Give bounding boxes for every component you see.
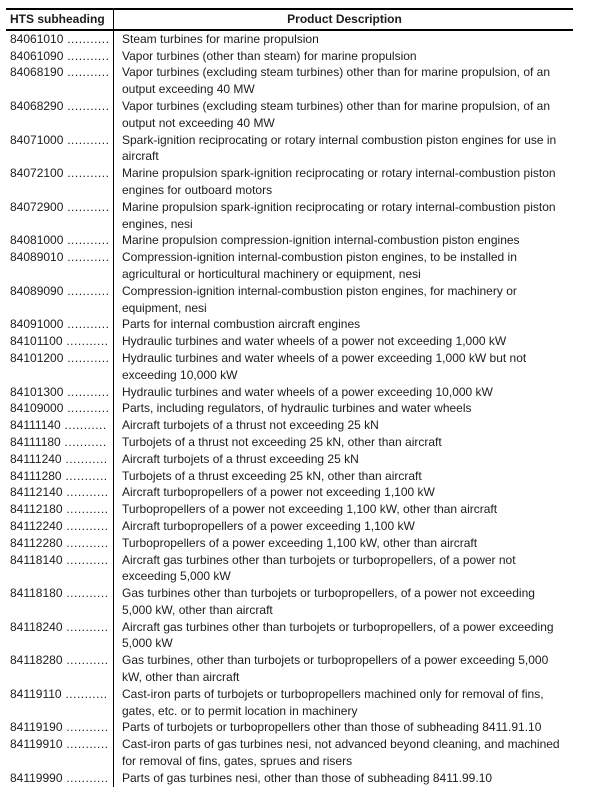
leader-dots: ........... <box>62 619 109 634</box>
product-description-cell <box>114 283 573 317</box>
table-row <box>6 535 573 552</box>
product-description: Aircraft turbojets of a thrust exceeding 25 kN <box>122 451 359 466</box>
leader-dots: ........... <box>63 283 110 298</box>
hts-code: 84111240 <box>10 451 62 466</box>
table-row <box>6 518 573 535</box>
product-description-cell <box>114 31 573 48</box>
hts-code: 84101200 <box>10 350 64 365</box>
product-description: Marine propulsion compression-ignition internal-combustion piston engines <box>122 233 520 248</box>
hts-code-cell <box>6 384 114 401</box>
product-description-cell <box>114 619 573 653</box>
leader-dots: ........... <box>61 451 108 466</box>
hts-code: 84068190 <box>10 65 64 80</box>
hts-code: 84118280 <box>10 653 63 668</box>
hts-code-cell <box>6 719 114 736</box>
leader-dots: ........... <box>62 535 109 550</box>
table-row <box>6 585 573 619</box>
hts-code: 84118140 <box>10 552 63 567</box>
hts-code: 84109000 <box>10 401 64 416</box>
hts-code-cell <box>6 316 114 333</box>
hts-code: 84081000 <box>10 233 64 248</box>
hts-code-cell <box>6 333 114 350</box>
product-description: Compression-ignition internal-combustion piston engines, for machinery or equipment, nesi <box>122 283 517 315</box>
table-row <box>6 686 573 720</box>
hts-code-cell <box>6 199 114 233</box>
product-description-cell <box>114 48 573 65</box>
product-description-cell <box>114 535 573 552</box>
product-description-cell <box>114 652 573 686</box>
hts-code-cell <box>6 484 114 501</box>
leader-dots: ........... <box>63 350 110 365</box>
table-row <box>6 64 573 98</box>
hts-code-cell <box>6 770 114 787</box>
leader-dots: ........... <box>63 233 110 248</box>
hts-code-cell <box>6 249 114 283</box>
product-description: Aircraft turbopropellers of a power not exceeding 1,100 kW <box>122 485 435 500</box>
hts-code-cell <box>6 451 114 468</box>
hts-code-cell <box>6 283 114 317</box>
leader-dots: ........... <box>63 250 110 265</box>
product-description: Parts for internal combustion aircraft engines <box>122 317 361 332</box>
product-description-cell <box>114 736 573 770</box>
hts-code: 84119110 <box>10 686 62 701</box>
table-row <box>6 736 573 770</box>
product-description-cell <box>114 132 573 166</box>
table-row <box>6 501 573 518</box>
product-description: Vapor turbines (excluding steam turbines) other than for marine propulsion, of an output not exceeding 40 MW <box>122 98 551 130</box>
product-description: Turbopropellers of a power exceeding 1,100 kW, other than aircraft <box>122 535 478 550</box>
table-row <box>6 316 573 333</box>
product-description: Marine propulsion spark-ignition reciprocating or rotary internal-combustion piston engines for outboard motors <box>122 166 556 197</box>
product-description: Parts of turbojets or turbopropellers other than those of subheading 8411.91.10 <box>122 720 542 735</box>
product-description-cell <box>114 165 573 199</box>
column-header-hts-subheading: HTS subheading <box>6 10 114 29</box>
leader-dots: ........... <box>62 737 109 752</box>
table-row <box>6 484 573 501</box>
product-description: Turbojets of a thrust exceeding 25 kN, other than aircraft <box>122 468 422 483</box>
product-description-cell <box>114 400 573 417</box>
hts-code-cell <box>6 585 114 619</box>
leader-dots: ........... <box>62 485 109 500</box>
product-description: Aircraft turbojets of a thrust not exceeding 25 kN <box>122 418 379 433</box>
table-row <box>6 232 573 249</box>
hts-table <box>6 8 573 787</box>
hts-code: 84089090 <box>10 283 64 298</box>
product-description: Hydraulic turbines and water wheels of a power exceeding 10,000 kW <box>122 384 493 399</box>
table-row <box>6 400 573 417</box>
table-row <box>6 199 573 233</box>
hts-code: 84101100 <box>10 334 63 349</box>
hts-code: 84111140 <box>10 418 61 433</box>
leader-dots: ........... <box>62 586 109 601</box>
column-header-product-description: Product Description <box>287 12 402 26</box>
hts-code: 84091000 <box>10 317 64 332</box>
product-description: Aircraft gas turbines other than turbojets or turbopropellers, of a power exceeding 5,000 kW <box>122 619 554 651</box>
table-row <box>6 350 573 384</box>
table-row <box>6 552 573 586</box>
hts-code: 84072900 <box>10 199 64 214</box>
hts-code-cell <box>6 400 114 417</box>
hts-code: 84101300 <box>10 384 64 399</box>
product-description: Aircraft turbopropellers of a power exceeding 1,100 kW <box>122 518 415 533</box>
hts-code: 84089010 <box>10 250 64 265</box>
leader-dots: ........... <box>63 98 110 113</box>
hts-code: 84072100 <box>10 166 64 181</box>
hts-code: 84118180 <box>10 586 63 601</box>
hts-code-cell <box>6 501 114 518</box>
hts-code-cell <box>6 736 114 770</box>
leader-dots: ........... <box>62 502 109 517</box>
hts-code: 84071000 <box>10 132 64 147</box>
product-description: Parts of gas turbines nesi, other than those of subheading 8411.99.10 <box>122 770 493 785</box>
product-description: Gas turbines, other than turbojets or turbopropellers of a power exceeding 5,000 kW, other than aircraft <box>122 653 549 685</box>
product-description-cell <box>114 232 573 249</box>
leader-dots: ........... <box>62 720 109 735</box>
hts-code-cell <box>6 652 114 686</box>
table-row <box>6 132 573 166</box>
product-description-cell <box>114 434 573 451</box>
hts-code-cell <box>6 165 114 199</box>
hts-code-cell <box>6 619 114 653</box>
product-description: Compression-ignition internal-combustion piston engines, to be installed in agricultural or horticultural machinery or equipment, nesi <box>122 250 517 281</box>
table-row <box>6 417 573 434</box>
leader-dots: ........... <box>63 384 110 399</box>
table-row <box>6 249 573 283</box>
hts-code: 84112140 <box>10 485 63 500</box>
table-row <box>6 283 573 317</box>
hts-code: 84112180 <box>10 502 63 517</box>
hts-code: 84061010 <box>10 31 64 46</box>
hts-code-cell <box>6 686 114 720</box>
leader-dots: ........... <box>62 770 109 785</box>
product-description-cell <box>114 64 573 98</box>
document-page <box>0 8 600 796</box>
leader-dots: ........... <box>62 518 109 533</box>
table-row <box>6 468 573 485</box>
table-header-row <box>6 10 573 31</box>
hts-code-cell <box>6 552 114 586</box>
leader-dots: ........... <box>63 199 110 214</box>
product-description-cell <box>114 199 573 233</box>
product-description: Marine propulsion spark-ignition reciprocating or rotary internal-combustion piston engines, nesi <box>122 199 556 231</box>
product-description: Aircraft gas turbines other than turbojets or turbopropellers, of a power not exceeding 5,000 kW <box>122 552 516 584</box>
product-description: Cast-iron parts of turbojets or turbopropellers machined only for removal of fins, gates, etc. or to permit location in machinery <box>122 686 544 718</box>
leader-dots: ........... <box>60 418 107 433</box>
table-row <box>6 719 573 736</box>
product-description-cell <box>114 552 573 586</box>
table-row <box>6 384 573 401</box>
hts-code-cell <box>6 132 114 166</box>
leader-dots: ........... <box>63 132 110 147</box>
leader-dots: ........... <box>63 65 110 80</box>
hts-code-cell <box>6 31 114 48</box>
leader-dots: ........... <box>60 434 107 449</box>
hts-code: 84111180 <box>10 434 61 449</box>
table-row <box>6 434 573 451</box>
leader-dots: ........... <box>62 552 109 567</box>
product-description: Turbopropellers of a power not exceeding 1,100 kW, other than aircraft <box>122 502 498 517</box>
table-body <box>6 31 573 787</box>
leader-dots: ........... <box>61 468 108 483</box>
hts-code-cell <box>6 350 114 384</box>
table-row <box>6 619 573 653</box>
table-row <box>6 652 573 686</box>
product-description-cell <box>114 316 573 333</box>
product-description-cell <box>114 451 573 468</box>
table-row <box>6 48 573 65</box>
table-row <box>6 98 573 132</box>
product-description-cell <box>114 249 573 283</box>
hts-code: 84112240 <box>10 518 63 533</box>
hts-code: 84068290 <box>10 98 64 113</box>
hts-code-cell <box>6 48 114 65</box>
product-description-cell <box>114 518 573 535</box>
leader-dots: ........... <box>62 334 109 349</box>
product-description-cell <box>114 501 573 518</box>
product-description-cell <box>114 468 573 485</box>
table-row <box>6 165 573 199</box>
product-description: Parts, including regulators, of hydraulic turbines and water wheels <box>122 401 472 416</box>
hts-code: 84061090 <box>10 48 64 63</box>
table-row <box>6 451 573 468</box>
leader-dots: ........... <box>63 317 110 332</box>
leader-dots: ........... <box>63 166 110 181</box>
hts-code: 84119910 <box>10 737 63 752</box>
product-description-cell <box>114 333 573 350</box>
product-description: Hydraulic turbines and water wheels of a power not exceeding 1,000 kW <box>122 334 507 349</box>
product-description-cell <box>114 770 573 787</box>
product-description-cell <box>114 719 573 736</box>
product-description-cell <box>114 350 573 384</box>
leader-dots: ........... <box>63 48 110 63</box>
hts-code-cell <box>6 535 114 552</box>
hts-code-cell <box>6 98 114 132</box>
hts-code-cell <box>6 468 114 485</box>
table-row <box>6 770 573 787</box>
product-description-cell <box>114 686 573 720</box>
hts-code: 84112280 <box>10 535 63 550</box>
hts-code: 84119190 <box>10 720 63 735</box>
hts-code-cell <box>6 434 114 451</box>
product-description: Gas turbines other than turbojets or turbopropellers, of a power not exceeding 5,000 kW, other than aircraft <box>122 586 535 617</box>
product-description: Vapor turbines (other than steam) for marine propulsion <box>122 48 417 63</box>
table-row <box>6 333 573 350</box>
product-description-cell <box>114 384 573 401</box>
table-row <box>6 31 573 48</box>
product-description: Vapor turbines (excluding steam turbines) other than for marine propulsion, of an output exceeding 40 MW <box>122 65 551 97</box>
hts-code: 84118240 <box>10 619 63 634</box>
product-description: Cast-iron parts of gas turbines nesi, not advanced beyond cleaning, and machined for removal of fins, gates, sprues and risers <box>122 737 560 769</box>
hts-code-cell <box>6 417 114 434</box>
leader-dots: ........... <box>62 653 109 668</box>
leader-dots: ........... <box>61 686 108 701</box>
hts-code: 84111280 <box>10 468 62 483</box>
hts-code-cell <box>6 232 114 249</box>
product-description: Steam turbines for marine propulsion <box>122 31 319 46</box>
leader-dots: ........... <box>63 31 110 46</box>
product-description-cell <box>114 417 573 434</box>
hts-code-cell <box>6 64 114 98</box>
product-description: Spark-ignition reciprocating or rotary internal combustion piston engines for use in aircraft <box>122 132 557 164</box>
product-description-cell <box>114 484 573 501</box>
hts-code-cell <box>6 518 114 535</box>
product-description: Hydraulic turbines and water wheels of a power exceeding 1,000 kW but not exceeding 10,000 kW <box>122 350 527 382</box>
product-description-cell <box>114 98 573 132</box>
product-description-cell <box>114 585 573 619</box>
leader-dots: ........... <box>63 401 110 416</box>
product-description: Turbojets of a thrust not exceeding 25 kN, other than aircraft <box>122 434 442 449</box>
hts-code: 84119990 <box>10 770 63 785</box>
